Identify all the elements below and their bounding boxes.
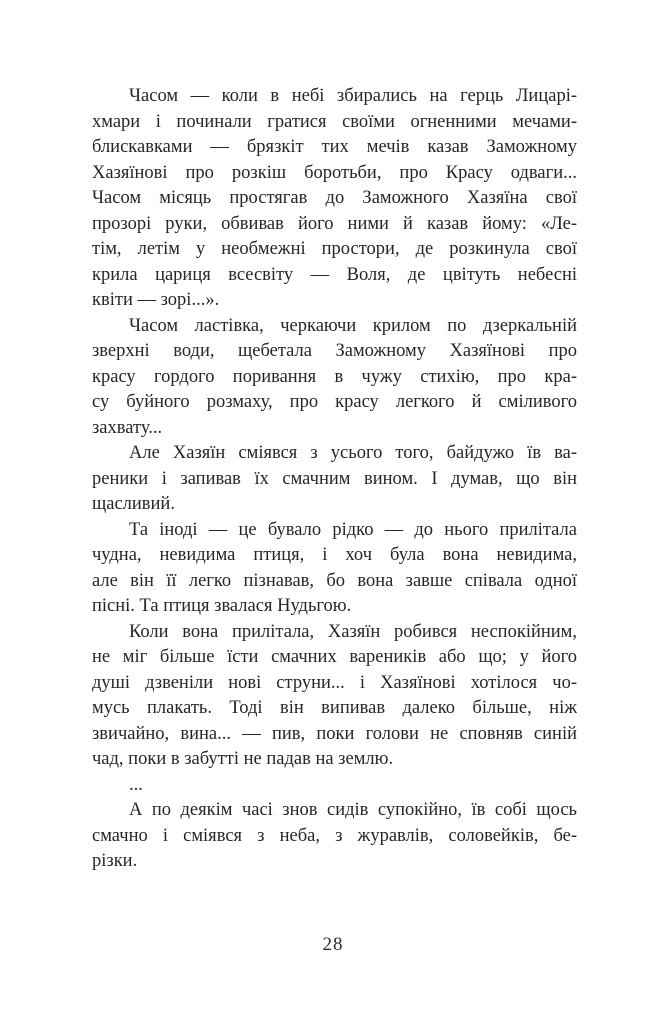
- text-line: А по деякім часі знов сидів супокійно, їв собі щось: [129, 800, 577, 820]
- text-line: Хазяїнові про розкіш боротьби, про Красу одваги...: [92, 162, 577, 183]
- text-line: чад, поки в забутті не падав на землю.: [92, 749, 394, 769]
- text-line: звичайно, вина... — пив, поки голови не сповняв синій: [92, 723, 577, 744]
- text-line: Часом місяць простягав до Заможного Хазяїна свої: [92, 188, 577, 208]
- text-line: Коли вона прилітала, Хазяїн робився неспокійним,: [129, 621, 577, 642]
- text-line: Часом — коли в небі збирались на герць Лицарі-: [129, 86, 577, 106]
- paragraph: [92, 314, 577, 442]
- text-line: тім, летім у необмежні простори, де розкинула свої: [92, 239, 577, 259]
- paragraph: [92, 620, 577, 773]
- paragraph: [92, 773, 577, 799]
- paragraph: [92, 518, 577, 620]
- text-line: крила цариця всесвіту — Воля, де цвітуть небесні: [92, 264, 577, 285]
- text-line: пісні. Та птиця звалася Нудьгою.: [92, 596, 352, 616]
- text-line: душі дзвеніли нові струни... і Хазяїнові хотілося чо-: [92, 672, 577, 693]
- text-line: красу гордого поривання в чужу стихію, про кра-: [92, 366, 577, 387]
- text-line: зверхні води, щебетала Заможному Хазяїнові про: [92, 341, 577, 361]
- text-line: прозорі руки, обвивав його ними й казав йому: «Ле-: [92, 213, 577, 234]
- text-line: але він її легко пізнавав, бо вона завше співала одної: [92, 570, 577, 591]
- paragraph: [92, 441, 577, 518]
- page-number: 28: [322, 934, 344, 955]
- text-line: блискавками — брязкіт тих мечів казав Заможному: [92, 137, 577, 157]
- text-line: чудна, невидима птиця, і хоч була вона невидима,: [92, 545, 577, 565]
- text-line: реники і запивав їх смачним вином. І думав, що він: [92, 468, 577, 489]
- text-line: смачно і сміявся з неба, з журавлів, соловейків, бе-: [92, 825, 577, 846]
- text-line: Але Хазяїн сміявся з усього того, байдужо їв ва-: [129, 443, 577, 463]
- text-line: су буйного розмаху, про красу легкого й сміливого: [92, 392, 577, 412]
- text-line: захвату...: [92, 417, 163, 438]
- text-line: квіти — зорі...».: [92, 290, 220, 310]
- text-line: мусь плакать. Тоді він випивав далеко більше, ніж: [92, 698, 577, 718]
- text-line: Часом ластівка, черкаючи крилом по дзеркальній: [129, 315, 577, 336]
- text-line: Та іноді — це бувало рідко — до нього прилітала: [129, 519, 577, 540]
- text-line: щасливий.: [92, 494, 175, 514]
- text-line: не міг більше їсти смачних вареників або що; у його: [92, 647, 577, 667]
- paragraph: [92, 84, 577, 314]
- paragraph: [92, 798, 577, 875]
- text-line: ...: [129, 774, 143, 795]
- text-line: різки.: [92, 851, 138, 871]
- page-text: [92, 84, 577, 875]
- text-line: хмари і починали гратися своїми огненними мечами-: [92, 111, 577, 132]
